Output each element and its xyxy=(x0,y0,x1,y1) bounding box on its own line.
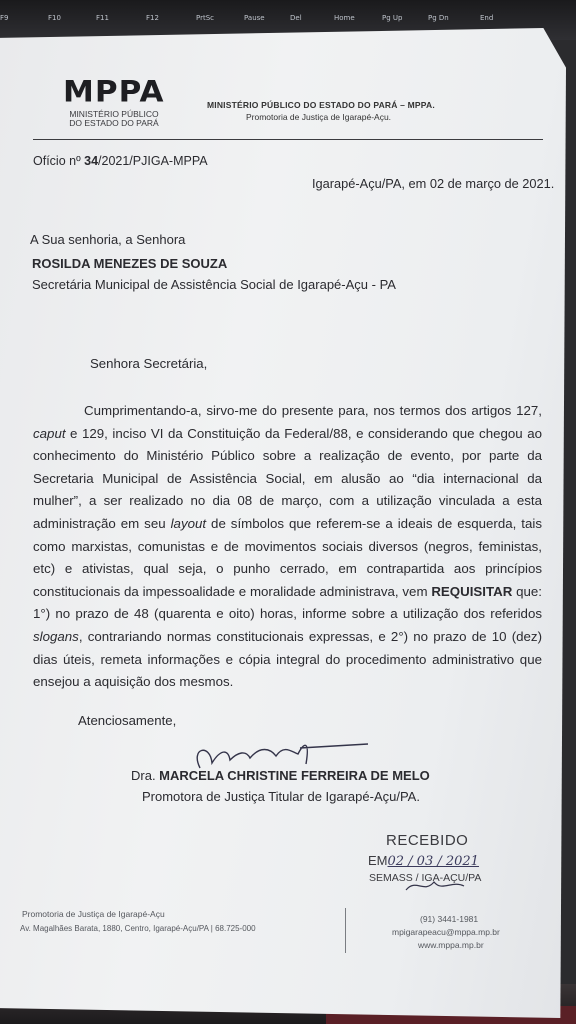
key-label: Pg Dn xyxy=(428,14,449,22)
key-label: Pause xyxy=(244,14,265,22)
stamp-em-label: EM xyxy=(368,853,388,868)
addressee-name: ROSILDA MENEZES DE SOUZA xyxy=(32,256,228,271)
body-text-caput: caput xyxy=(33,425,66,441)
key-label: Home xyxy=(334,14,355,22)
body-text-5: , contrariando normas constitucionais expressas, e 2°) no prazo de 10 (dez) dias úteis, remeta informações e cópia integral do procedimento administrativo que ensejou a aquisição dos mesmos. xyxy=(33,628,542,690)
stamp-title: RECEBIDO xyxy=(386,832,469,849)
body-text-3: de símbolos que referem-se a ideais de esquerda, tais como marxistas, comunistas e de movimentos sociais diversos (negros, feministas, etc) e ativistas, qual seja, o punho cerrado, em contrapartida aos princípios constitucionais da impessoalidade e moralidade administrava, vem xyxy=(33,515,542,599)
logo-subtitle-2: DO ESTADO DO PARÁ xyxy=(69,118,159,128)
footer-phone: (91) 3441-1981 xyxy=(420,914,479,924)
signer xyxy=(131,765,430,788)
signer-prefix: Dra. xyxy=(131,768,160,783)
stamp-initials xyxy=(400,872,470,898)
key-label: F11 xyxy=(96,14,109,22)
signer-title: Promotora de Justiça Titular de Igarapé-Açu/PA. xyxy=(142,789,420,804)
footer-address: Av. Magalhães Barata, 1880, Centro, Igarapé-Açu/PA | 68.725-000 xyxy=(20,924,256,933)
footer-office-name: Promotoria de Justiça de Igarapé-Açu xyxy=(22,909,165,919)
key-label: F12 xyxy=(146,14,159,22)
reference-number xyxy=(33,150,208,173)
letterhead-divider xyxy=(33,139,543,140)
body-text-layout: layout xyxy=(170,515,207,531)
logo-subtitle-1: MINISTÉRIO PÚBLICO xyxy=(69,109,159,119)
addressee-intro: A Sua senhoria, a Senhora xyxy=(30,232,186,247)
key-label: Pg Up xyxy=(382,14,403,22)
closing: Atenciosamente, xyxy=(78,713,177,728)
body-text-1: Cumprimentando-a, sirvo-me do presente para, nos termos dos artigos 127, xyxy=(84,403,542,418)
body-text-slogans: slogans xyxy=(33,628,79,644)
signer-name: MARCELA CHRISTINE FERREIRA DE MELO xyxy=(159,768,430,783)
footer-website: www.mppa.mp.br xyxy=(418,940,484,950)
stamp-date xyxy=(368,853,479,869)
key-label: PrtSc xyxy=(196,14,215,22)
key-label: F10 xyxy=(48,14,61,22)
body-text-4: que: 1°) no prazo de 48 (quarenta e oito) horas, informe sobre a utilização dos referidos xyxy=(33,583,542,622)
reference-number-value: 34 xyxy=(84,154,99,168)
place-date: Igarapé-Açu/PA, em 02 de março de 2021. xyxy=(312,176,555,191)
key-label: End xyxy=(480,14,494,22)
key-label: F9 xyxy=(0,14,9,22)
body-text-2: e 129, inciso VI da Constituição da Federal/88, e considerando que chegou ao conhecimento do Ministério Público sobre a realização de evento, por parte da Secretaria Municipal de Assistência Social, em alusão ao “dia internacional da mulher”, a ser realizado no dia 08 de março, com a utilização vinculada a esta administração em seu xyxy=(33,425,542,531)
mppa-logo: MPPA xyxy=(63,74,165,110)
key-label: Del xyxy=(290,14,302,22)
addressee-title: Secretária Municipal de Assistência Social de Igarapé-Açu - PA xyxy=(32,277,396,292)
reference-prefix: Ofício nº xyxy=(33,154,85,168)
org-title: MINISTÉRIO PÚBLICO DO ESTADO DO PARÁ – MPPA. xyxy=(207,100,435,110)
stamp-office: SEMASS / IGA-AÇU/PA xyxy=(369,872,482,884)
footer-divider xyxy=(345,908,346,953)
org-subtitle: Promotoria de Justiça de Igarapé-Açu. xyxy=(246,112,392,122)
reference-suffix: /2021/PJIGA-MPPA xyxy=(98,154,208,168)
body-text-requisitar: REQUISITAR xyxy=(431,583,513,599)
footer-email: mpigarapeacu@mppa.mp.br xyxy=(392,927,500,937)
salutation: Senhora Secretária, xyxy=(90,356,208,371)
body-paragraph xyxy=(33,400,542,694)
stamp-handwritten-date: 02 / 03 / 2021 xyxy=(387,854,479,869)
